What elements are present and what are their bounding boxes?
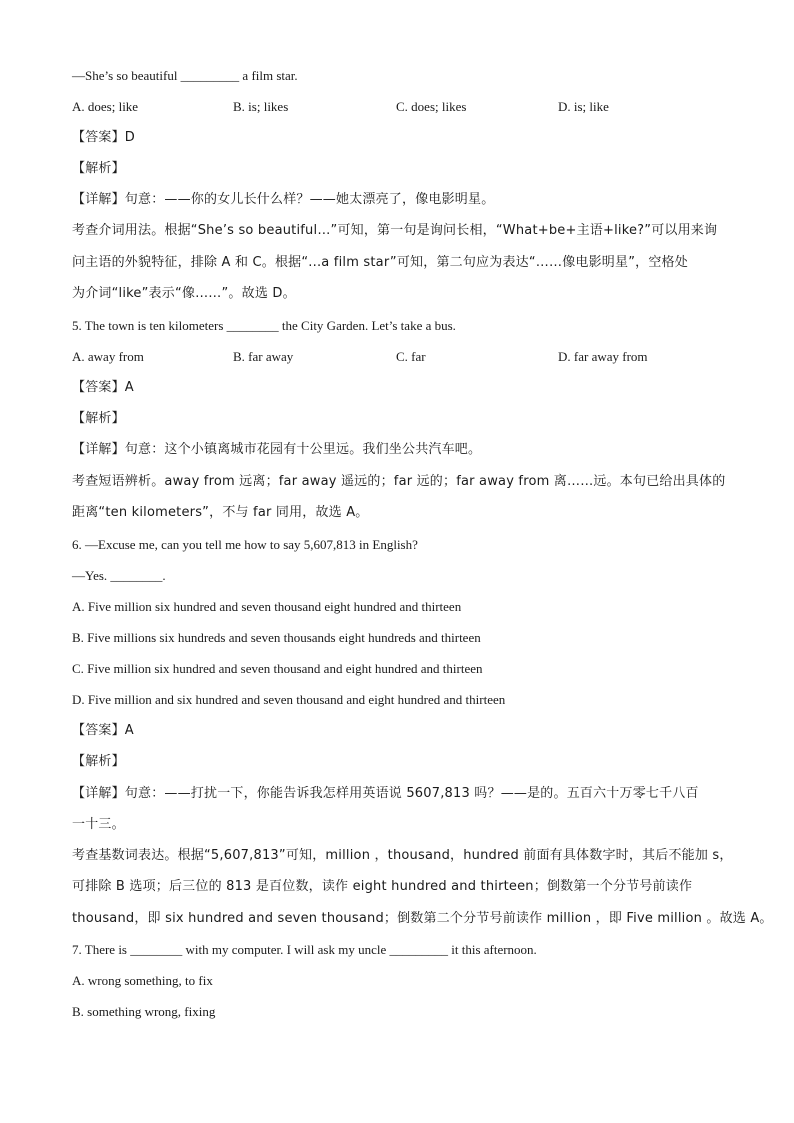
q4-explain-line3: 为介词“like”表示“像……”。故选 D。 (72, 286, 296, 301)
q6-explain-line3: thousand，即 six hundred and seven thousand；倒数第二个分节号前读作 million ，即 Five million 。故选 A。 (72, 911, 773, 926)
q4-explain-line2: 问主语的外貌特征，排除 A 和 C。根据“...a film star”可知，第二句应为表达“……像电影明星”，空格处 (72, 255, 688, 270)
q5-option-d: D. far away from (558, 349, 648, 364)
q5-analysis-label: 【解析】 (72, 411, 125, 426)
q7-stem: 7. There is ________ with my computer. I will ask my uncle _________ it this afternoon. (72, 942, 537, 957)
q5-detail: 【详解】句意：这个小镇离城市花园有十公里远。我们坐公共汽车吧。 (72, 442, 482, 457)
q6-option-c: C. Five million six hundred and seven thousand and eight hundred and thirteen (72, 661, 483, 676)
q6-option-b: B. Five millions six hundreds and seven thousands eight hundreds and thirteen (72, 630, 481, 645)
q5-explain-line1: 考查短语辨析。away from 远离；far away 遥远的；far 远的；far away from 离……远。本句已给出具体的 (72, 474, 726, 489)
q4-answer: 【答案】D (72, 130, 136, 145)
q5-explain-line2: 距离“ten kilometers”，不与 far 同用，故选 A。 (72, 505, 369, 520)
q6-stem-line1: 6. —Excuse me, can you tell me how to say 5,607,813 in English? (72, 537, 418, 552)
q4-analysis-label: 【解析】 (72, 161, 125, 176)
q5-option-b: B. far away (233, 349, 294, 364)
q6-analysis-label: 【解析】 (72, 754, 125, 769)
q7-option-a: A. wrong something, to fix (72, 973, 213, 988)
q5-answer: 【答案】A (72, 380, 134, 395)
q6-option-d: D. Five million and six hundred and seven thousand and eight hundred and thirteen (72, 692, 506, 707)
q6-explain-line2: 可排除 B 选项；后三位的 813 是百位数，读作 eight hundred and thirteen；倒数第一个分节号前读作 (72, 879, 693, 894)
q5-stem: 5. The town is ten kilometers ________ the City Garden. Let’s take a bus. (72, 318, 456, 333)
q6-explain-line1: 考查基数词表达。根据“5,607,813”可知，million ，thousand，hundred 前面有具体数字时，其后不能加 s， (72, 848, 733, 863)
q5-option-a: A. away from (72, 349, 144, 364)
q7-option-b: B. something wrong, fixing (72, 1004, 216, 1019)
q4-option-c: C. does; likes (396, 99, 467, 114)
q5-option-c: C. far (396, 349, 426, 364)
q6-stem-line2: —Yes. ________. (72, 568, 166, 583)
q6-detail-line2: 一十三。 (72, 817, 125, 832)
q6-answer: 【答案】A (72, 723, 134, 738)
q6-detail-line1: 【详解】句意：——打扰一下，你能告诉我怎样用英语说 5607,813 吗？——是的。五百六十万零七千八百 (72, 786, 699, 801)
q6-option-a: A. Five million six hundred and seven thousand eight hundred and thirteen (72, 599, 462, 614)
q4-explain-line1: 考查介词用法。根据“She’s so beautiful…”可知，第一句是询问长相，“What+be+主语+like?”可以用来询 (72, 223, 718, 238)
q4-stem: —She’s so beautiful _________ a film star. (72, 68, 298, 83)
q4-option-b: B. is; likes (233, 99, 289, 114)
q4-detail: 【详解】句意：——你的女儿长什么样？——她太漂亮了，像电影明星。 (72, 192, 495, 207)
q4-option-d: D. is; like (558, 99, 609, 114)
q4-option-a: A. does; like (72, 99, 139, 114)
